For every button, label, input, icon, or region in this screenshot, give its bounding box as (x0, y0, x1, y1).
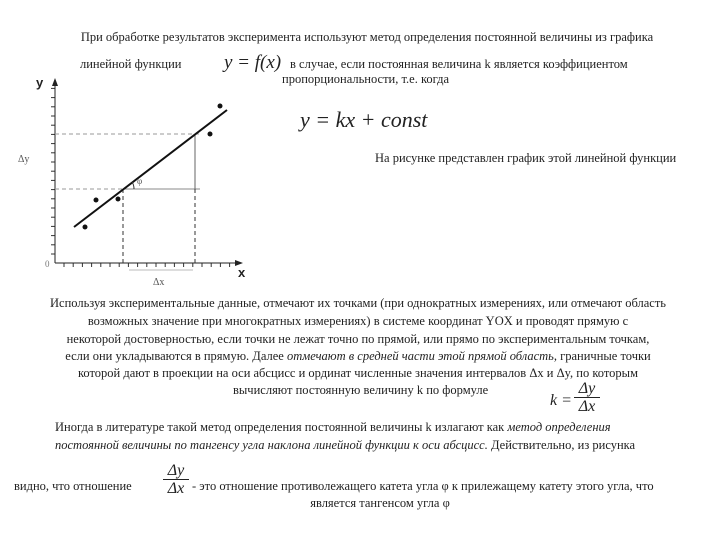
para2-text: Иногда в литературе такой метод определения постоянной величины k излагают как (55, 420, 508, 434)
para1-line-5: которой дают в проекции на оси абсцисс и ординат численные значения интервалов Δx и Δy, по которым (77, 366, 638, 380)
para1-line-4-text: если они укладываются в прямую. Далее (65, 349, 287, 363)
para1-line-2: возможных значение при многократных измерениях) в системе координат YOX и проводят прямую с (87, 314, 629, 328)
fraction-denominator: Δx (578, 398, 596, 415)
para1-emphasis: отмечают в средней части этой прямой область, (286, 349, 557, 363)
angle-arc (132, 182, 134, 189)
angle-label: φ (137, 176, 143, 186)
para1-line-4 (0, 349, 716, 364)
para1-line-4-end: граничные точки (557, 349, 651, 363)
formula-main: y = kx + const (300, 107, 428, 132)
linear-graph (0, 75, 260, 290)
para1-line-6: вычисляют постоянную величину k по формуле (233, 383, 489, 397)
para3-line-2: является тангенсом угла φ (310, 496, 450, 510)
dy-label: Δy (18, 154, 30, 165)
intro-line-1: При обработке результатов эксперимента используют метод определения постоянной величины из графика (80, 30, 654, 44)
fraction-numerator: Δy (578, 380, 596, 397)
formula-y-f-x: y = f(x) (224, 52, 282, 73)
para3-line-1a: видно, что отношение (14, 479, 132, 493)
para2-line-2 (55, 438, 635, 453)
origin-label: 0 (45, 259, 50, 269)
ratio-fraction (163, 462, 189, 497)
intro-line-3: пропорциональности, т.е. когда (282, 72, 450, 86)
para2-line-1 (55, 420, 611, 435)
para1-line-1: Используя экспериментальные данные, отмечают их точками (при однократных измерениях, или отмечают область (50, 296, 666, 310)
fit-line (74, 110, 227, 227)
data-point (116, 197, 121, 202)
para2-text-2: Действительно, из рисунка (487, 438, 636, 452)
para2-emphasis: метод определения (507, 420, 611, 434)
dx-label: Δx (153, 277, 165, 288)
data-point (83, 225, 88, 230)
intro-line-2a: линейной функции (80, 57, 182, 71)
y-axis-label: y (36, 75, 44, 90)
intro-line-2b: в случае, если постоянная величина k является коэффициентом (290, 57, 628, 71)
fraction-numerator: Δy (167, 462, 185, 479)
fraction-denominator: Δx (167, 480, 185, 497)
graph-caption: На рисунке представлен график этой линейной функции (375, 151, 677, 165)
data-point (218, 104, 223, 109)
para3-line-1b: - это отношение противолежащего катета угла φ к прилежащему катету этого угла, что (192, 479, 654, 493)
formula-k-lhs: k = (550, 392, 572, 409)
data-point (94, 198, 99, 203)
formula-k-fraction (574, 380, 600, 415)
x-axis-label: x (238, 265, 246, 280)
data-point (208, 132, 213, 137)
para1-line-3: некоторой достоверностью, если точки не лежат точно по прямой, или прямо по экспериментальным точкам, (66, 332, 650, 346)
y-axis-arrow-icon (52, 78, 58, 86)
para2-emphasis-2: постоянной величины по тангенсу угла наклона линейной функции к оси абсцисс. (55, 438, 488, 452)
